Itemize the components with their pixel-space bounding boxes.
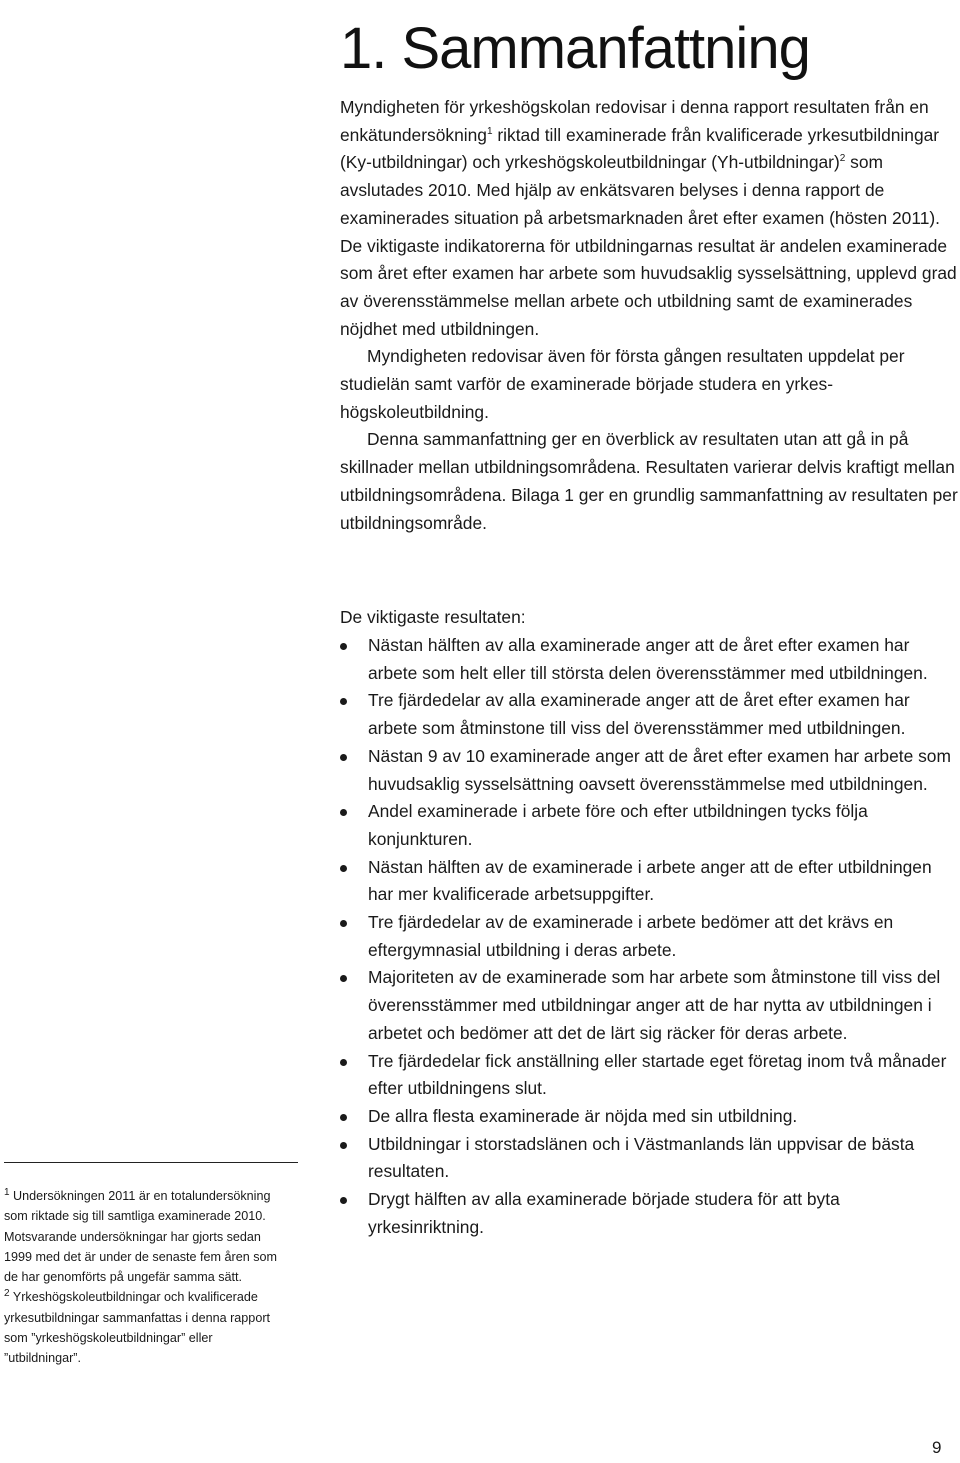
list-item-text: Nästan 9 av 10 examinerade anger att de året efter examen har arbete som huvudsaklig sysselsättning oavsett överensstämmelse med utbildningen. xyxy=(368,745,951,794)
intro-paragraph-2: Myndigheten redovisar även för första gången resultaten uppdelat per studielän samt varför de examinerade började studera en yrkeshögskoleutbildning. xyxy=(340,346,905,422)
list-item-text: Andel examinerade i arbete före och efter utbildningen tycks följa konjunkturen. xyxy=(368,801,868,849)
list-item xyxy=(340,964,960,1047)
bullet-icon xyxy=(340,920,347,927)
list-item xyxy=(340,687,960,742)
list-item-text: Nästan hälften av de examinerade i arbete anger att de efter utbildningen har mer kvalificerade arbetsuppgifter. xyxy=(368,856,932,905)
results-heading: De viktigaste resultaten: xyxy=(340,607,526,627)
bullet-icon xyxy=(340,754,347,761)
list-item xyxy=(340,909,960,964)
list-item xyxy=(340,743,960,798)
list-item xyxy=(340,1103,960,1131)
bullet-icon xyxy=(340,1114,347,1121)
results-list xyxy=(340,632,960,1241)
footnote-1-text: Undersökningen 2011 är en totalundersökning som riktade sig till samtliga examinerade 2010. Motsvarande undersökningar har gjorts sedan 1999 med det är under de senaste fem åren som de har genomförts på ungefär samma sätt. xyxy=(4,1189,278,1285)
list-item xyxy=(340,1131,960,1186)
intro-text-b: riktad till examinerade från kvalificerade yrkesutbildningar (Ky-utbildningar) och yrkeshögskoleutbildningar (Yh-utbildningar) xyxy=(340,124,940,173)
list-item-text: Majoriteten av de examinerade som har arbete som åtminstone till viss del överensstämmer med utbildningar anger att de har nytta av utbildningen i arbetet och bedömer att det de lärt sig räcker för deras arbete. xyxy=(368,967,941,1043)
footnote-ref-2: 2 xyxy=(839,153,846,165)
list-item-text: Nästan hälften av alla examinerade anger att de året efter examen har arbete som helt eller till största delen överensstämmer med utbildningen. xyxy=(368,635,928,683)
bullet-icon xyxy=(340,1142,347,1149)
footnote-divider xyxy=(4,1162,298,1163)
bullet-icon xyxy=(340,1197,347,1204)
list-item xyxy=(340,1048,960,1103)
bullet-icon xyxy=(340,643,347,650)
bullet-icon xyxy=(340,698,347,705)
bullet-icon xyxy=(340,1059,347,1066)
page-number: 9 xyxy=(932,1438,942,1457)
footnote-2-text: Yrkeshögskoleutbildningar och kvalificerade yrkesutbildningar sammanfattas i denna rapport som ”yrkeshögskoleutbildningar” eller ”utbildningar”. xyxy=(4,1290,271,1366)
footnote-2 xyxy=(4,1287,288,1368)
list-item xyxy=(340,854,960,909)
bullet-icon xyxy=(340,975,347,982)
intro-paragraph-3: Denna sammanfattning ger en överblick av resultaten utan att gå in på skillnader mellan utbildningsområdena. Resultaten varierar delvis kraftigt mellan utbildningsområdena. Bilaga 1 ger en grundlig sammanfattning av resultaten per utbildningsområde. xyxy=(340,429,958,533)
page-title: 1. Sammanfattning xyxy=(340,16,810,81)
intro-text-c: som avslutades 2010. Med hjälp av enkätsvaren belyses i denna rapport de examinerades situation på arbetsmarknaden året efter examen (hösten 2011). De viktigaste indikatorerna för utbildningarnas resultat är andelen examinerade som året efter examen har arbete som huvudsaklig sysselsättning, upplevd grad av överensstämmelse mellan arbete och utbildning samt de examinerades nöjdhet med utbildningen. xyxy=(340,152,957,339)
list-item-text: Tre fjärdedelar fick anställning eller startade eget företag inom två månader efter utbildningens slut. xyxy=(368,1050,947,1099)
footnote-2-mark: 2 xyxy=(4,1288,10,1300)
list-item xyxy=(340,1186,960,1241)
footnotes xyxy=(4,1186,288,1369)
bullet-icon xyxy=(340,865,347,872)
footnote-1-mark: 1 xyxy=(4,1186,10,1198)
list-item-text: Drygt hälften av alla examinerade började studera för att byta yrkesinriktning. xyxy=(368,1189,840,1237)
intro-paragraph-1 xyxy=(340,94,960,343)
bullet-icon xyxy=(340,809,347,816)
list-item xyxy=(340,632,960,687)
footnote-1 xyxy=(4,1186,288,1287)
footnote-ref-1: 1 xyxy=(486,125,493,137)
list-item-text: Tre fjärdedelar av alla examinerade anger att de året efter examen har arbete som åtminstone till viss del överensstämmer med utbildningen. xyxy=(368,690,910,739)
intro-text-a: Myndigheten för yrkeshögskolan redovisar i denna rapport resultaten från en enkätundersökning xyxy=(340,97,929,145)
list-item xyxy=(340,798,960,853)
list-item-text: Tre fjärdedelar av de examinerade i arbete bedömer att det krävs en eftergymnasial utbildning i deras arbete. xyxy=(368,912,894,960)
list-item-text: De allra flesta examinerade är nöjda med sin utbildning. xyxy=(368,1105,798,1126)
summary-body xyxy=(340,94,960,537)
list-item-text: Utbildningar i storstadslänen och i Västmanlands län uppvisar de bästa resultaten. xyxy=(368,1133,915,1182)
